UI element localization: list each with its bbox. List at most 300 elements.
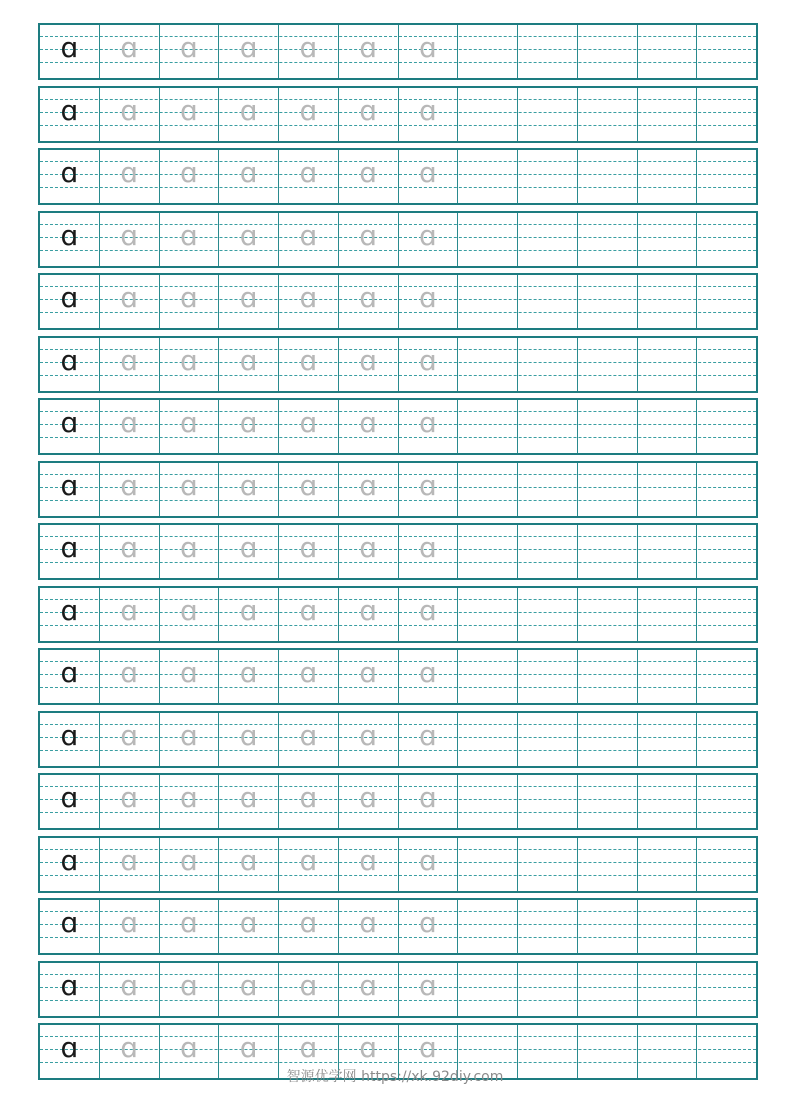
writing-cell-empty [518, 525, 578, 578]
writing-cell-trace [279, 463, 339, 516]
trace-letter: ɑ [239, 781, 258, 814]
practice-row [38, 836, 758, 893]
writing-cell-trace [279, 775, 339, 828]
model-letter: ɑ [60, 531, 79, 564]
writing-cell-trace [100, 900, 160, 953]
trace-letter: ɑ [418, 906, 437, 939]
writing-cell-empty [518, 775, 578, 828]
writing-cell-trace [100, 400, 160, 453]
writing-cell-trace [219, 713, 279, 766]
writing-cell-empty [518, 150, 578, 203]
writing-cell-model [40, 88, 100, 141]
writing-cell-trace [399, 463, 459, 516]
writing-cell-trace [100, 25, 160, 78]
row-cells [40, 775, 756, 828]
trace-letter: ɑ [239, 968, 258, 1002]
trace-letter: ɑ [120, 281, 139, 314]
model-letter: ɑ [60, 31, 79, 64]
row-cells [40, 275, 756, 328]
trace-letter: ɑ [418, 718, 437, 752]
trace-letter: ɑ [120, 1031, 139, 1064]
trace-letter: ɑ [120, 906, 139, 939]
writing-cell-trace [279, 963, 339, 1016]
writing-cell-trace [399, 275, 459, 328]
writing-cell-trace [399, 338, 459, 391]
trace-letter: ɑ [239, 343, 258, 377]
writing-cell-trace [100, 838, 160, 891]
writing-cell-trace [279, 900, 339, 953]
trace-letter: ɑ [239, 406, 258, 439]
trace-letter: ɑ [359, 93, 378, 127]
writing-cell-empty [518, 713, 578, 766]
writing-cell-empty [697, 650, 756, 703]
writing-cell-empty [578, 838, 638, 891]
trace-letter: ɑ [359, 531, 378, 564]
writing-cell-trace [399, 650, 459, 703]
writing-cell-empty [518, 463, 578, 516]
writing-cell-trace [100, 213, 160, 266]
practice-row [38, 586, 758, 643]
writing-cell-trace [100, 525, 160, 578]
trace-letter: ɑ [299, 968, 318, 1002]
writing-cell-trace [399, 588, 459, 641]
trace-letter: ɑ [120, 718, 139, 752]
writing-cell-empty [578, 713, 638, 766]
writing-cell-empty [638, 713, 698, 766]
writing-cell-model [40, 900, 100, 953]
model-letter: ɑ [60, 218, 79, 252]
writing-cell-trace [399, 900, 459, 953]
writing-cell-trace [100, 463, 160, 516]
model-letter: ɑ [60, 343, 79, 377]
trace-letter: ɑ [120, 406, 139, 439]
writing-cell-trace [160, 775, 220, 828]
trace-letter: ɑ [359, 906, 378, 939]
practice-row [38, 398, 758, 455]
writing-cell-empty [518, 838, 578, 891]
trace-letter: ɑ [179, 343, 198, 377]
practice-row [38, 898, 758, 955]
row-cells [40, 88, 756, 141]
writing-cell-trace [160, 275, 220, 328]
writing-cell-empty [578, 400, 638, 453]
writing-cell-empty [578, 213, 638, 266]
trace-letter: ɑ [359, 656, 378, 689]
trace-letter: ɑ [418, 1031, 437, 1064]
writing-cell-trace [339, 775, 399, 828]
writing-cell-empty [578, 338, 638, 391]
writing-cell-trace [160, 838, 220, 891]
writing-cell-empty [458, 25, 518, 78]
trace-letter: ɑ [179, 718, 198, 752]
writing-cell-model [40, 400, 100, 453]
writing-cell-trace [160, 650, 220, 703]
trace-letter: ɑ [299, 281, 318, 314]
model-letter: ɑ [60, 781, 79, 814]
practice-row [38, 211, 758, 268]
trace-letter: ɑ [239, 718, 258, 752]
practice-row [38, 961, 758, 1018]
writing-cell-trace [339, 713, 399, 766]
row-cells [40, 900, 756, 953]
trace-letter: ɑ [299, 656, 318, 689]
writing-cell-trace [100, 963, 160, 1016]
trace-letter: ɑ [120, 843, 139, 877]
writing-cell-model [40, 963, 100, 1016]
writing-cell-trace [399, 525, 459, 578]
trace-letter: ɑ [120, 343, 139, 377]
writing-cell-empty [638, 525, 698, 578]
practice-row [38, 648, 758, 705]
practice-row [38, 523, 758, 580]
writing-cell-model [40, 838, 100, 891]
trace-letter: ɑ [120, 968, 139, 1002]
trace-letter: ɑ [359, 593, 378, 627]
trace-letter: ɑ [418, 156, 437, 189]
writing-cell-trace [160, 88, 220, 141]
row-cells [40, 25, 756, 78]
writing-cell-empty [518, 400, 578, 453]
trace-letter: ɑ [179, 406, 198, 439]
writing-cell-trace [160, 900, 220, 953]
writing-cell-trace [339, 150, 399, 203]
writing-cell-trace [219, 525, 279, 578]
writing-cell-trace [219, 900, 279, 953]
writing-cell-trace [279, 275, 339, 328]
writing-cell-empty [638, 213, 698, 266]
trace-letter: ɑ [359, 343, 378, 377]
trace-letter: ɑ [179, 593, 198, 627]
writing-cell-trace [100, 588, 160, 641]
trace-letter: ɑ [359, 281, 378, 314]
trace-letter: ɑ [239, 31, 258, 64]
writing-cell-empty [458, 213, 518, 266]
writing-cell-trace [100, 338, 160, 391]
writing-cell-empty [518, 338, 578, 391]
writing-cell-empty [578, 275, 638, 328]
writing-cell-empty [578, 900, 638, 953]
writing-cell-empty [458, 713, 518, 766]
writing-cell-model [40, 525, 100, 578]
writing-cell-empty [638, 963, 698, 1016]
model-letter: ɑ [60, 906, 79, 939]
writing-cell-empty [638, 150, 698, 203]
writing-cell-trace [219, 150, 279, 203]
writing-cell-empty [458, 463, 518, 516]
row-cells [40, 713, 756, 766]
writing-cell-trace [160, 588, 220, 641]
trace-letter: ɑ [359, 468, 378, 502]
writing-cell-trace [399, 213, 459, 266]
trace-letter: ɑ [418, 468, 437, 502]
writing-cell-empty [518, 650, 578, 703]
writing-cell-trace [339, 650, 399, 703]
writing-cell-trace [399, 713, 459, 766]
trace-letter: ɑ [359, 31, 378, 64]
writing-cell-model [40, 775, 100, 828]
writing-cell-trace [219, 775, 279, 828]
writing-cell-empty [578, 525, 638, 578]
trace-letter: ɑ [239, 281, 258, 314]
trace-letter: ɑ [299, 593, 318, 627]
writing-cell-empty [697, 713, 756, 766]
trace-letter: ɑ [359, 406, 378, 439]
model-letter: ɑ [60, 656, 79, 689]
trace-letter: ɑ [418, 31, 437, 64]
writing-cell-trace [219, 463, 279, 516]
practice-row [38, 461, 758, 518]
writing-cell-empty [518, 88, 578, 141]
trace-letter: ɑ [418, 93, 437, 127]
writing-cell-trace [279, 150, 339, 203]
writing-cell-empty [638, 900, 698, 953]
trace-letter: ɑ [239, 531, 258, 564]
writing-cell-empty [697, 275, 756, 328]
row-cells [40, 338, 756, 391]
writing-cell-trace [160, 400, 220, 453]
writing-cell-trace [399, 963, 459, 1016]
writing-cell-empty [578, 463, 638, 516]
trace-letter: ɑ [239, 593, 258, 627]
worksheet-grid [38, 23, 758, 1086]
writing-cell-empty [638, 463, 698, 516]
trace-letter: ɑ [299, 1031, 318, 1064]
writing-cell-trace [339, 275, 399, 328]
writing-cell-empty [697, 150, 756, 203]
writing-cell-empty [697, 588, 756, 641]
trace-letter: ɑ [359, 781, 378, 814]
trace-letter: ɑ [120, 656, 139, 689]
writing-cell-empty [697, 338, 756, 391]
writing-cell-trace [399, 88, 459, 141]
trace-letter: ɑ [239, 218, 258, 252]
row-cells [40, 588, 756, 641]
writing-cell-trace [339, 213, 399, 266]
writing-cell-empty [697, 900, 756, 953]
writing-cell-empty [518, 588, 578, 641]
writing-cell-trace [219, 25, 279, 78]
trace-letter: ɑ [179, 218, 198, 252]
writing-cell-model [40, 275, 100, 328]
trace-letter: ɑ [418, 781, 437, 814]
writing-cell-trace [339, 963, 399, 1016]
writing-cell-trace [339, 25, 399, 78]
writing-cell-empty [697, 213, 756, 266]
practice-row [38, 23, 758, 80]
writing-cell-empty [518, 275, 578, 328]
writing-cell-trace [339, 900, 399, 953]
writing-cell-empty [458, 900, 518, 953]
writing-cell-trace [219, 400, 279, 453]
practice-row [38, 148, 758, 205]
writing-cell-trace [100, 150, 160, 203]
writing-cell-model [40, 150, 100, 203]
trace-letter: ɑ [179, 781, 198, 814]
writing-cell-trace [339, 400, 399, 453]
practice-row [38, 273, 758, 330]
trace-letter: ɑ [179, 906, 198, 939]
writing-cell-trace [160, 338, 220, 391]
trace-letter: ɑ [299, 718, 318, 752]
row-cells [40, 400, 756, 453]
trace-letter: ɑ [179, 531, 198, 564]
writing-cell-trace [279, 338, 339, 391]
writing-cell-model [40, 588, 100, 641]
row-cells [40, 150, 756, 203]
writing-cell-empty [638, 25, 698, 78]
trace-letter: ɑ [299, 156, 318, 189]
row-cells [40, 963, 756, 1016]
writing-cell-empty [697, 25, 756, 78]
trace-letter: ɑ [418, 281, 437, 314]
row-cells [40, 213, 756, 266]
row-cells [40, 525, 756, 578]
writing-cell-empty [638, 588, 698, 641]
writing-cell-trace [219, 963, 279, 1016]
writing-cell-trace [339, 838, 399, 891]
writing-cell-trace [160, 525, 220, 578]
trace-letter: ɑ [239, 93, 258, 127]
writing-cell-trace [399, 838, 459, 891]
trace-letter: ɑ [418, 406, 437, 439]
model-letter: ɑ [60, 406, 79, 439]
writing-cell-trace [100, 650, 160, 703]
trace-letter: ɑ [179, 93, 198, 127]
model-letter: ɑ [60, 718, 79, 752]
writing-cell-empty [458, 838, 518, 891]
model-letter: ɑ [60, 156, 79, 189]
writing-cell-empty [638, 338, 698, 391]
writing-cell-empty [458, 150, 518, 203]
writing-cell-model [40, 650, 100, 703]
writing-cell-trace [219, 650, 279, 703]
trace-letter: ɑ [120, 31, 139, 64]
trace-letter: ɑ [359, 156, 378, 189]
writing-cell-trace [100, 713, 160, 766]
writing-cell-trace [219, 838, 279, 891]
writing-cell-model [40, 463, 100, 516]
writing-cell-empty [697, 525, 756, 578]
writing-cell-empty [697, 838, 756, 891]
writing-cell-empty [458, 650, 518, 703]
writing-cell-trace [160, 150, 220, 203]
writing-cell-trace [279, 713, 339, 766]
practice-row [38, 773, 758, 830]
writing-cell-empty [638, 775, 698, 828]
writing-cell-trace [399, 25, 459, 78]
writing-cell-trace [279, 650, 339, 703]
writing-cell-empty [638, 650, 698, 703]
trace-letter: ɑ [179, 468, 198, 502]
trace-letter: ɑ [359, 1031, 378, 1064]
trace-letter: ɑ [120, 468, 139, 502]
writing-cell-trace [100, 88, 160, 141]
trace-letter: ɑ [239, 906, 258, 939]
writing-cell-trace [160, 713, 220, 766]
trace-letter: ɑ [299, 343, 318, 377]
trace-letter: ɑ [120, 156, 139, 189]
writing-cell-trace [279, 213, 339, 266]
writing-cell-trace [399, 775, 459, 828]
practice-row [38, 86, 758, 143]
writing-cell-empty [697, 775, 756, 828]
writing-cell-trace [279, 525, 339, 578]
practice-row [38, 711, 758, 768]
trace-letter: ɑ [359, 718, 378, 752]
writing-cell-trace [399, 400, 459, 453]
trace-letter: ɑ [239, 656, 258, 689]
trace-letter: ɑ [179, 31, 198, 64]
writing-cell-trace [160, 463, 220, 516]
writing-cell-model [40, 338, 100, 391]
writing-cell-trace [160, 963, 220, 1016]
writing-cell-empty [578, 775, 638, 828]
writing-cell-empty [518, 213, 578, 266]
writing-cell-empty [578, 25, 638, 78]
writing-cell-empty [458, 400, 518, 453]
writing-cell-trace [339, 463, 399, 516]
writing-cell-trace [339, 88, 399, 141]
writing-cell-trace [279, 588, 339, 641]
writing-cell-empty [638, 838, 698, 891]
writing-cell-trace [279, 400, 339, 453]
trace-letter: ɑ [179, 281, 198, 314]
writing-cell-empty [697, 463, 756, 516]
model-letter: ɑ [60, 93, 79, 127]
trace-letter: ɑ [239, 1031, 258, 1064]
writing-cell-trace [219, 588, 279, 641]
writing-cell-trace [219, 275, 279, 328]
row-cells [40, 463, 756, 516]
writing-cell-trace [279, 88, 339, 141]
writing-cell-empty [638, 88, 698, 141]
trace-letter: ɑ [120, 218, 139, 252]
writing-cell-trace [160, 25, 220, 78]
model-letter: ɑ [60, 281, 79, 314]
writing-cell-trace [219, 338, 279, 391]
writing-cell-trace [100, 775, 160, 828]
trace-letter: ɑ [359, 843, 378, 877]
writing-cell-trace [160, 213, 220, 266]
trace-letter: ɑ [418, 218, 437, 252]
trace-letter: ɑ [299, 781, 318, 814]
trace-letter: ɑ [299, 218, 318, 252]
writing-cell-empty [697, 963, 756, 1016]
writing-cell-empty [697, 88, 756, 141]
writing-cell-empty [458, 963, 518, 1016]
trace-letter: ɑ [120, 781, 139, 814]
writing-cell-trace [399, 150, 459, 203]
writing-cell-empty [458, 588, 518, 641]
writing-cell-empty [458, 88, 518, 141]
trace-letter: ɑ [179, 843, 198, 877]
writing-cell-empty [458, 775, 518, 828]
writing-cell-trace [219, 213, 279, 266]
trace-letter: ɑ [299, 531, 318, 564]
trace-letter: ɑ [418, 343, 437, 377]
writing-cell-empty [578, 963, 638, 1016]
trace-letter: ɑ [239, 468, 258, 502]
model-letter: ɑ [60, 968, 79, 1002]
trace-letter: ɑ [179, 656, 198, 689]
trace-letter: ɑ [179, 968, 198, 1002]
writing-cell-empty [578, 588, 638, 641]
writing-cell-trace [339, 525, 399, 578]
writing-cell-model [40, 213, 100, 266]
model-letter: ɑ [60, 1031, 79, 1064]
row-cells [40, 838, 756, 891]
trace-letter: ɑ [179, 1031, 198, 1064]
